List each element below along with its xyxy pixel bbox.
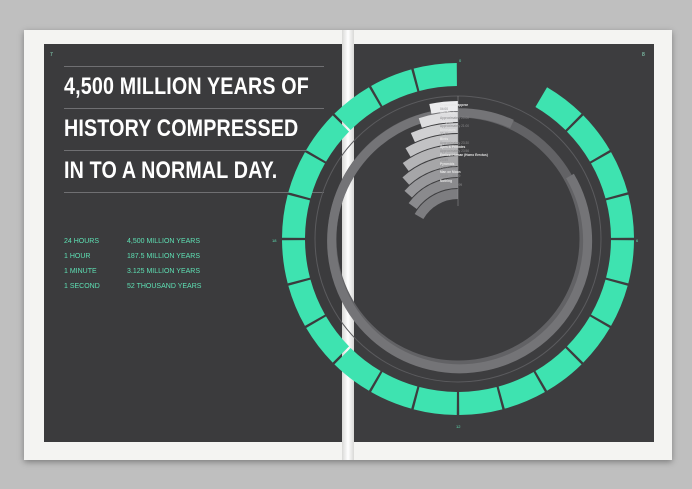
legend-heading: Sex Starts [440,111,456,116]
legend-sub: 22:45 [440,132,448,137]
time-unit: 1 HOUR [64,253,91,260]
ring-hour-segment [288,280,325,326]
ring-hour-segment [606,195,634,238]
legend-sub: Approximately 23:30 [440,140,470,145]
clock-label-left: 18 [272,238,277,243]
legend-sub: 23:59 ... 59.99 [440,174,461,179]
legend-heading: Earliest Human (Homo Erectus) [440,153,488,158]
ring-hour-segment [282,195,310,238]
time-equivalent: 4,500 MILLION YEARS [127,238,201,245]
legend-heading: Birds [440,136,449,141]
clock-label-bottom: 12 [456,424,461,429]
legend-heading: Man on Moon [440,170,461,175]
legend-heading: Nothing [440,178,453,183]
clock-label-top: 0 [459,58,462,63]
clock-label-right: 6 [636,238,639,243]
ring-hour-segment [288,152,325,198]
page-number-right: 8 [642,52,645,58]
legend-sub: 23:59 ... 59.9 [440,166,459,171]
legend-sub: 23:59 [440,157,448,162]
legend-sub: Approximately 23:56 [440,149,470,154]
ring-hour-segment [414,387,457,415]
ring-hour-segment [371,69,417,106]
ring-hour-segment [591,152,628,198]
ring-hour-segment [606,240,634,283]
time-equivalent: 3.125 MILLION YEARS [127,268,201,275]
event-legend [440,103,488,187]
headline-line-3: IN TO A NORMAL DAY. [64,157,278,184]
time-equivalent: 187.5 MILLION YEARS [127,253,201,260]
time-unit: 24 HOURS [64,238,100,245]
headline-line-2: HISTORY COMPRESSED [64,115,299,142]
ring-hour-segment [371,372,417,409]
time-unit: 1 MINUTE [64,268,97,275]
legend-sub: 04:00 [440,107,448,112]
ring-hour-segment [591,280,628,326]
ring-hour-segment [499,372,545,409]
time-equivalent: 52 THOUSAND YEARS [127,283,202,290]
legend-sub: Approximately 21:00 [440,124,470,129]
legend-heading: Organisms appear [440,103,468,107]
legend-heading: Jellyfish [440,119,453,124]
headline-line-1: 4,500 MILLION YEARS OF [64,73,309,100]
legend-sub: Approximately 20:00 [440,115,470,120]
legend-heading: Pyramids [440,161,455,166]
legend-heading: Apes & Primates [440,145,466,150]
legend-sub: 23:59 ... 59.999 [440,182,463,187]
ring-hour-segment [414,63,457,91]
legend-heading: Dinosaurs [440,128,456,133]
page-number-left: 7 [50,52,53,58]
ring-hour-segment [459,387,502,415]
time-unit: 1 SECOND [64,283,100,290]
ring-hour-segment [282,240,310,283]
